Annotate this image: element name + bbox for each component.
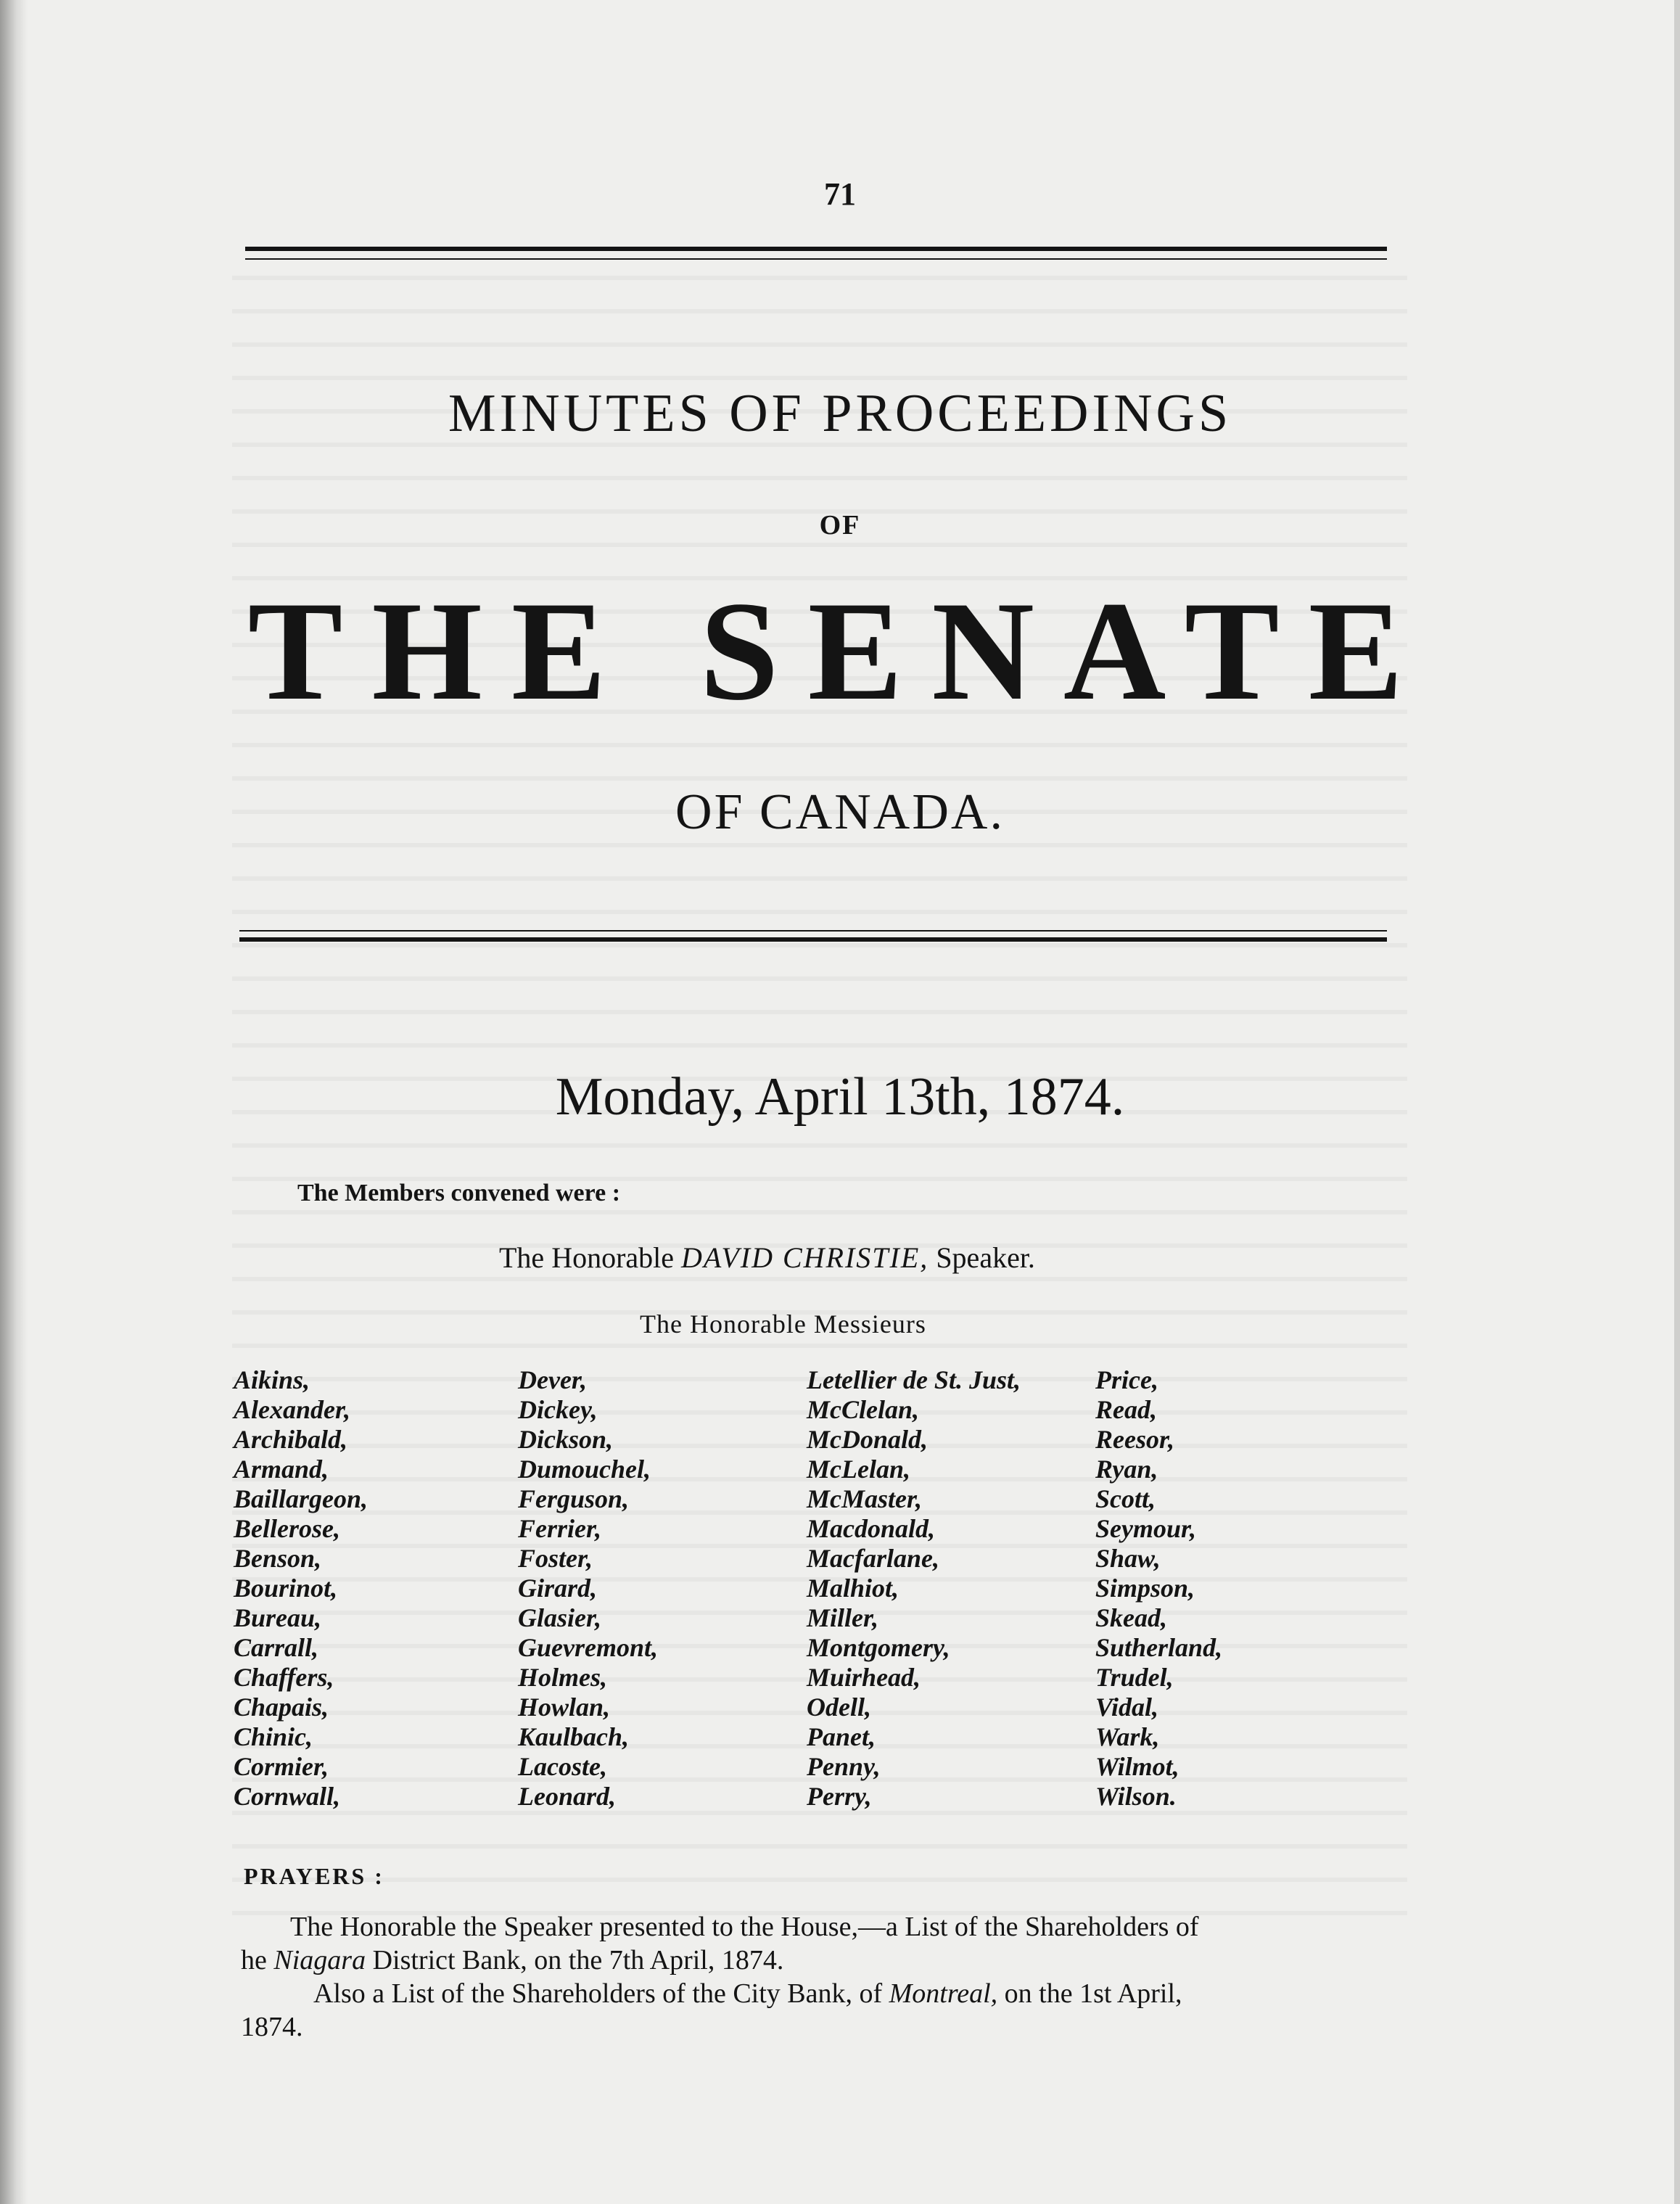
- member-name: Simpson,: [1095, 1574, 1195, 1603]
- header-rule-thin: [245, 258, 1387, 260]
- member-name: Dumouchel,: [518, 1455, 651, 1484]
- member-name: Skead,: [1095, 1603, 1167, 1632]
- member-name: McMaster,: [807, 1484, 923, 1513]
- member-name: Read,: [1095, 1395, 1157, 1424]
- member-name: Glasier,: [518, 1603, 602, 1632]
- member-name: Baillargeon,: [234, 1484, 368, 1513]
- member-name: Perry,: [807, 1782, 872, 1811]
- member-name: Holmes,: [518, 1663, 607, 1692]
- title-rule-thin: [239, 930, 1387, 932]
- member-name: Chinic,: [234, 1722, 313, 1751]
- member-name: Sutherland,: [1095, 1633, 1223, 1662]
- member-name: Aikins,: [234, 1365, 310, 1394]
- title-the-senate: THE SENATE: [247, 572, 1433, 730]
- member-name: Howlan,: [518, 1693, 611, 1722]
- paragraph-line-3: [313, 1978, 1182, 2010]
- member-name: Macfarlane,: [807, 1544, 939, 1573]
- member-name: Odell,: [807, 1693, 871, 1722]
- member-name: Ryan,: [1095, 1455, 1158, 1484]
- members-convened-label: The Members convened were :: [297, 1180, 621, 1206]
- members-column-4: [1095, 1365, 1222, 1812]
- member-name: Panet,: [807, 1722, 876, 1751]
- paragraph-line-4: 1874.: [241, 2012, 303, 2042]
- member-name: Cormier,: [234, 1752, 329, 1781]
- member-name: Dever,: [518, 1365, 587, 1394]
- paragraph-text: he: [241, 1945, 267, 1975]
- member-name: Carrall,: [234, 1633, 319, 1662]
- member-name: Ferguson,: [518, 1484, 630, 1513]
- title-of: OF: [819, 510, 861, 540]
- member-name: Alexander,: [234, 1395, 351, 1424]
- title-minutes-of-proceedings: MINUTES OF PROCEEDINGS: [448, 384, 1232, 443]
- title-rule-thick: [239, 937, 1387, 942]
- member-name: Armand,: [234, 1455, 329, 1484]
- member-name: Letellier de St. Just,: [807, 1365, 1021, 1394]
- member-name: Bourinot,: [234, 1574, 338, 1603]
- member-name: Miller,: [807, 1603, 879, 1632]
- member-name: Montgomery,: [807, 1633, 950, 1662]
- page-number: 71: [824, 176, 856, 212]
- members-column-2: [518, 1365, 658, 1812]
- member-name: McDonald,: [807, 1425, 928, 1454]
- speaker-suffix: Speaker.: [936, 1241, 1035, 1274]
- messieurs-label: The Honorable Messieurs: [640, 1309, 926, 1339]
- place-name: Montreal,: [889, 1978, 998, 2009]
- member-name: Leonard,: [518, 1782, 616, 1811]
- member-name: Wilmot,: [1095, 1752, 1179, 1781]
- member-name: Lacoste,: [518, 1752, 607, 1781]
- member-name: Shaw,: [1095, 1544, 1161, 1573]
- member-name: Vidal,: [1095, 1693, 1159, 1722]
- paragraph-text: on the 1st April,: [1004, 1978, 1182, 2009]
- member-name: Dickey,: [518, 1395, 598, 1424]
- paragraph-line-1: The Honorable the Speaker presented to the House,—a List of the Shareholders of: [290, 1912, 1199, 1942]
- member-name: Macdonald,: [807, 1514, 936, 1543]
- member-name: Ferrier,: [518, 1514, 602, 1543]
- member-name: Kaulbach,: [518, 1722, 630, 1751]
- member-name: Chapais,: [234, 1693, 329, 1722]
- speaker-prefix: The Honorable: [499, 1241, 675, 1274]
- title-of-canada: OF CANADA.: [675, 784, 1005, 840]
- members-column-3: [807, 1365, 1021, 1812]
- session-date: Monday, April 13th, 1874.: [555, 1067, 1125, 1127]
- member-name: Malhiot,: [807, 1574, 899, 1603]
- member-name: Archibald,: [234, 1425, 348, 1454]
- member-name: Dickson,: [518, 1425, 614, 1454]
- paragraph-line-2: [241, 1944, 783, 1976]
- member-name: McLelan,: [807, 1455, 910, 1484]
- speaker-line: [499, 1241, 1035, 1275]
- prayers-label: PRAYERS :: [244, 1863, 384, 1889]
- speaker-name: DAVID CHRISTIE,: [681, 1241, 929, 1274]
- member-name: Bureau,: [234, 1603, 322, 1632]
- member-name: Benson,: [234, 1544, 322, 1573]
- members-column-1: [234, 1365, 368, 1812]
- member-name: Wilson.: [1095, 1782, 1177, 1811]
- member-name: Penny,: [807, 1752, 881, 1781]
- member-name: Seymour,: [1095, 1514, 1197, 1543]
- member-name: Cornwall,: [234, 1782, 341, 1811]
- member-name: Guevremont,: [518, 1633, 658, 1662]
- paragraph-text: District Bank, on the 7th April, 1874.: [372, 1945, 784, 1975]
- member-name: Chaffers,: [234, 1663, 334, 1692]
- member-name: Price,: [1095, 1365, 1158, 1394]
- member-name: Foster,: [518, 1544, 593, 1573]
- header-rule-thick: [245, 247, 1387, 251]
- paragraph-text: Also a List of the Shareholders of the City Bank, of: [313, 1978, 883, 2009]
- place-name: Niagara: [273, 1945, 366, 1975]
- member-name: Wark,: [1095, 1722, 1160, 1751]
- member-name: Trudel,: [1095, 1663, 1174, 1692]
- member-name: Reesor,: [1095, 1425, 1175, 1454]
- member-name: Scott,: [1095, 1484, 1156, 1513]
- member-name: Muirhead,: [807, 1663, 921, 1692]
- member-name: McClelan,: [807, 1395, 920, 1424]
- member-name: Girard,: [518, 1574, 598, 1603]
- member-name: Bellerose,: [234, 1514, 340, 1543]
